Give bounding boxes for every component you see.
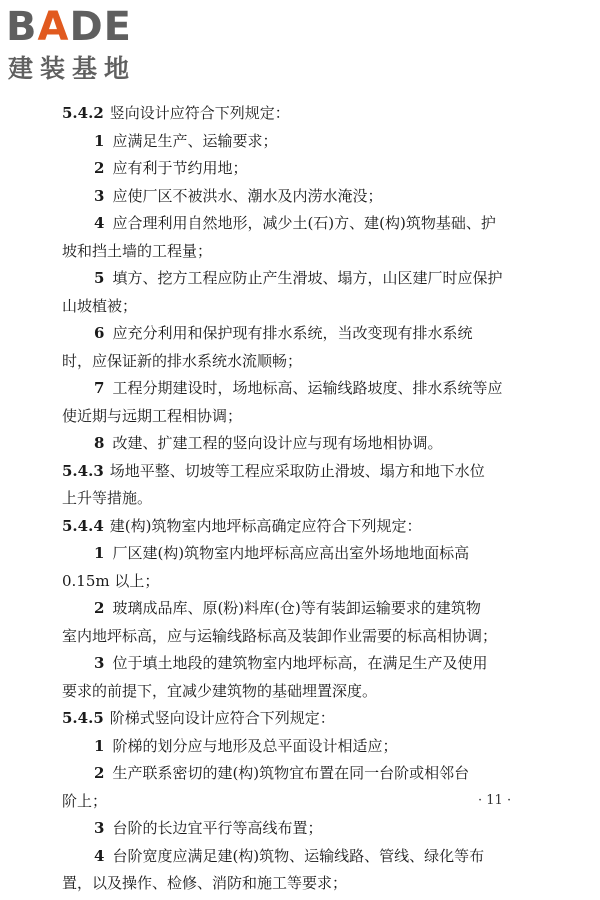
line-text: 阶上； — [62, 791, 108, 810]
text-line — [62, 265, 548, 293]
logo-wordmark: BADE — [6, 4, 132, 50]
text-line — [62, 100, 548, 128]
text-line — [62, 650, 548, 678]
line-text: 阶梯的划分应与地形及总平面设计相适应； — [112, 736, 398, 755]
line-text: 建(构)筑物室内地坪标高确定应符合下列规定： — [109, 516, 422, 535]
text-line — [62, 843, 548, 871]
line-text: 应合理利用自然地形，减少土(石)方、建(构)筑物基础、护 — [112, 214, 496, 232]
text-line — [62, 513, 548, 541]
logo-accent-letter: A — [37, 4, 70, 50]
text-line — [62, 128, 548, 156]
line-text: 0.15m 以上； — [62, 571, 160, 590]
text-line — [62, 238, 548, 266]
line-text: 竖向设计应符合下列规定： — [109, 104, 290, 122]
line-text: 厂区建(构)筑物室内地坪标高应高出室外场地地面标高 — [112, 544, 470, 562]
text-line — [62, 870, 548, 898]
item-number: 1 — [94, 736, 105, 755]
clause-number: 5.4.3 — [62, 461, 104, 480]
text-line — [62, 788, 548, 816]
item-number: 1 — [94, 131, 105, 150]
text-line — [62, 678, 548, 706]
item-number: 1 — [94, 544, 105, 562]
item-number: 8 — [94, 434, 105, 452]
item-number: 7 — [94, 379, 105, 397]
text-line — [62, 183, 548, 211]
line-text: 改建、扩建工程的竖向设计应与现有场地相协调。 — [112, 434, 443, 452]
line-text: 置，以及操作、检修、消防和施工等要求； — [62, 874, 348, 892]
line-text: 山坡植被； — [62, 296, 138, 315]
text-line — [62, 458, 548, 486]
item-number: 5 — [94, 269, 105, 287]
text-line — [62, 540, 548, 568]
text-line — [62, 320, 548, 348]
logo-chinese-name: 建装基地 — [8, 54, 137, 83]
text-line — [62, 485, 548, 513]
clause-number: 5.4.4 — [62, 516, 104, 535]
line-text: 上升等措施。 — [62, 489, 153, 507]
line-text: 室内地坪标高，应与运输线路标高及装卸作业需要的标高相协调； — [62, 626, 498, 645]
item-number: 2 — [94, 764, 105, 782]
line-text: 台阶的长边宜平行等高线布置； — [112, 819, 323, 837]
line-text: 填方、挖方工程应防止产生滑坡、塌方，山区建厂时应保护 — [112, 269, 503, 287]
line-text: 使近期与远期工程相协调； — [62, 406, 243, 425]
bade-logo — [6, 4, 176, 90]
item-number: 2 — [94, 159, 105, 177]
line-text: 时，应保证新的排水系统水流顺畅； — [62, 351, 303, 370]
line-text: 阶梯式竖向设计应符合下列规定： — [109, 709, 335, 727]
text-line — [62, 430, 548, 458]
clause-number: 5.4.5 — [62, 709, 104, 727]
line-text: 台阶宽度应满足建(构)筑物、运输线路、管线、绿化等布 — [112, 846, 485, 865]
text-line — [62, 733, 548, 761]
text-line — [62, 760, 548, 788]
text-line — [62, 815, 548, 843]
line-text: 应使厂区不被洪水、潮水及内涝水淹没； — [112, 186, 383, 205]
line-text: 要求的前提下，宜减少建筑物的基础埋置深度。 — [62, 681, 378, 700]
item-number: 3 — [94, 654, 105, 672]
line-text: 应有利于节约用地； — [112, 159, 248, 177]
text-line — [62, 403, 548, 431]
text-line — [62, 375, 548, 403]
item-number: 3 — [94, 186, 105, 205]
line-text: 工程分期建设时，场地标高、运输线路坡度、排水系统等应 — [112, 379, 503, 397]
text-line — [62, 623, 548, 651]
text-line — [62, 568, 548, 596]
text-line — [62, 210, 548, 238]
line-text: 应满足生产、运输要求； — [112, 131, 278, 150]
item-number: 3 — [94, 819, 105, 837]
item-number: 4 — [94, 214, 105, 232]
line-text: 玻璃成品库、原(粉)料库(仓)等有装卸运输要求的建筑物 — [112, 599, 481, 617]
page-number: · 11 · — [478, 793, 512, 808]
text-line — [62, 348, 548, 376]
text-line — [62, 595, 548, 623]
line-text: 坡和挡土墙的工程量； — [62, 241, 213, 260]
line-text: 生产联系密切的建(构)筑物宜布置在同一台阶或相邻台 — [112, 764, 470, 782]
document-body — [62, 100, 548, 898]
line-text: 场地平整、切坡等工程应采取防止滑坡、塌方和地下水位 — [109, 461, 485, 480]
line-text: 位于填土地段的建筑物室内地坪标高，在满足生产及使用 — [112, 654, 488, 672]
text-line — [62, 293, 548, 321]
clause-number: 5.4.2 — [62, 104, 104, 122]
item-number: 2 — [94, 599, 105, 617]
item-number: 6 — [94, 324, 105, 342]
line-text: 应充分利用和保护现有排水系统，当改变现有排水系统 — [112, 324, 473, 342]
text-line — [62, 155, 548, 183]
text-line — [62, 705, 548, 733]
item-number: 4 — [94, 846, 105, 865]
